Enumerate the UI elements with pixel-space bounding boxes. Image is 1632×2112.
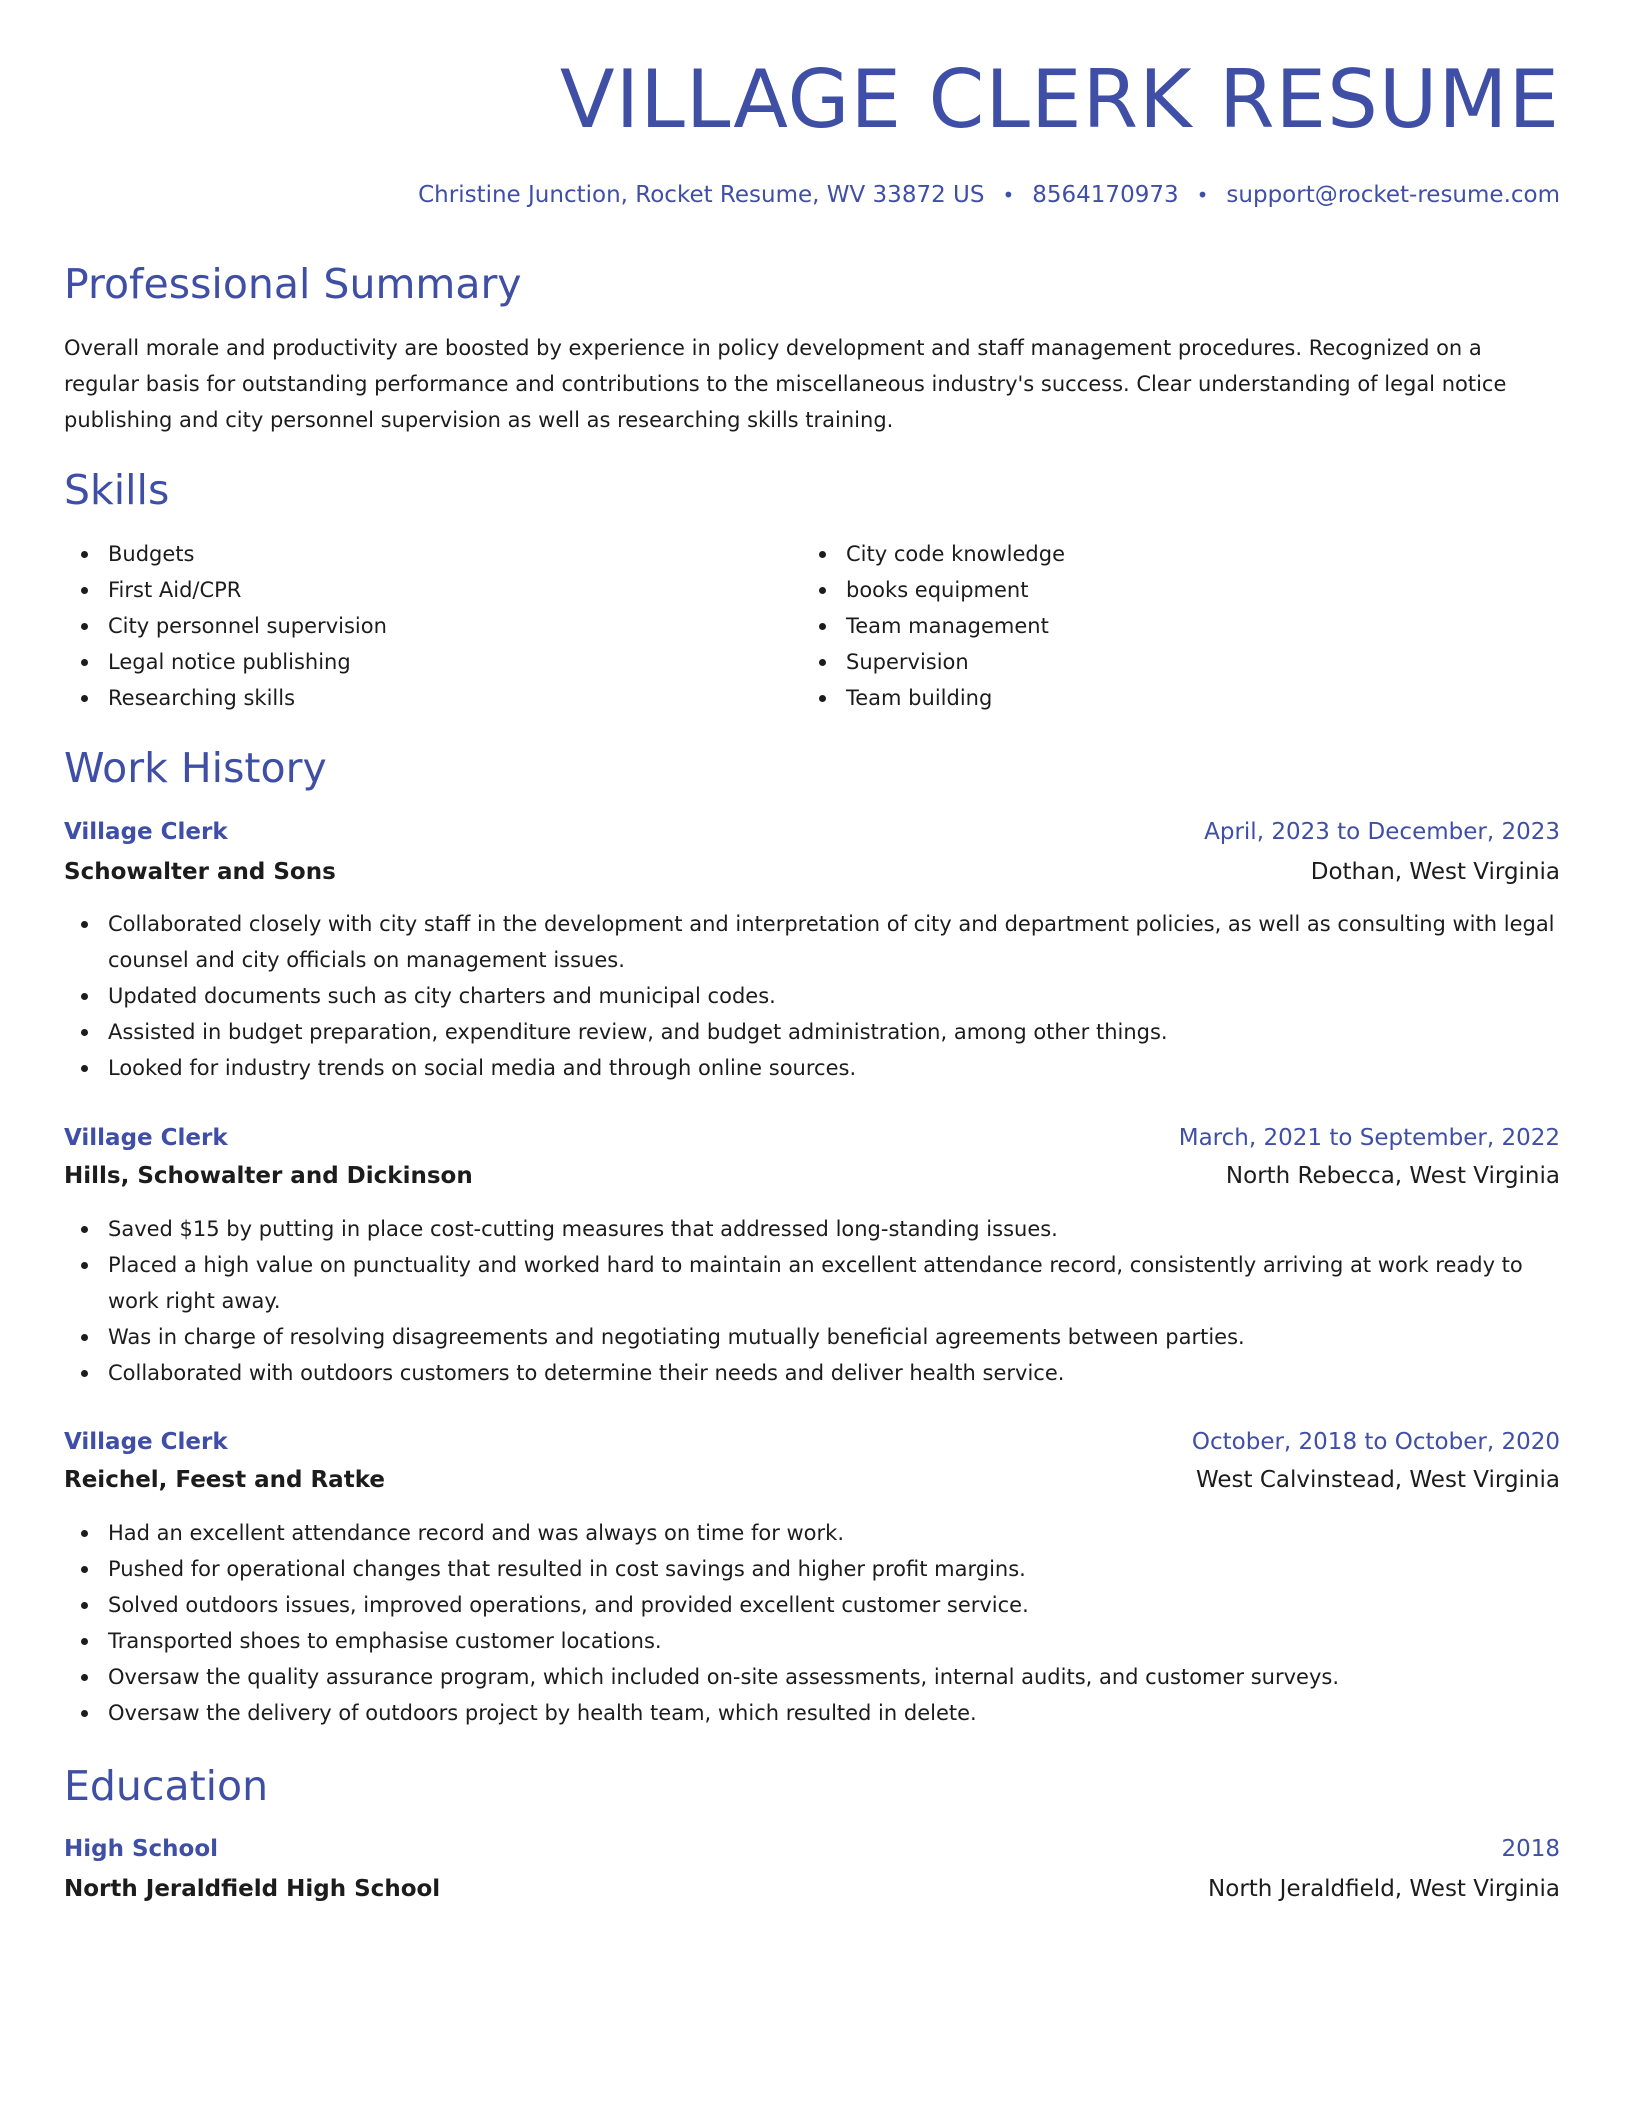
skills-list-left — [64, 536, 387, 716]
job-location: North Rebecca, West Virginia — [1225, 1163, 1560, 1189]
education-degree: High School — [64, 1836, 219, 1862]
job-employer-row — [64, 1161, 1560, 1191]
job-title: Village Clerk — [64, 1125, 228, 1151]
job-bullet: Oversaw the delivery of outdoors project by health team, which resulted in delete. — [64, 1695, 1560, 1731]
job-bullet: Placed a high value on punctuality and worked hard to maintain an excellent attendance record, consistently arriving at work ready to work right away. — [64, 1247, 1560, 1319]
job-bullets — [64, 1515, 1560, 1731]
job-dates: April, 2023 to December, 2023 — [1204, 819, 1560, 845]
education-header — [64, 1834, 1560, 1864]
contact-address: Christine Junction, Rocket Resume, WV 33872 US — [418, 182, 985, 208]
job-bullet: Updated documents such as city charters and municipal codes. — [64, 978, 1560, 1014]
summary-heading: Professional Summary — [64, 260, 522, 308]
contact-phone: 8564170973 — [1032, 182, 1179, 208]
skill-item: Legal notice publishing — [64, 644, 387, 680]
job-bullet: Oversaw the quality assurance program, which included on-site assessments, internal audits, and customer surveys. — [64, 1659, 1560, 1695]
job-bullet: Collaborated with outdoors customers to determine their needs and deliver health service. — [64, 1355, 1560, 1391]
skill-item: books equipment — [802, 572, 1065, 608]
skills-heading: Skills — [64, 466, 170, 514]
education-location: North Jeraldfield, West Virginia — [1208, 1876, 1560, 1902]
bullet-separator: • — [1002, 183, 1015, 207]
job-title: Village Clerk — [64, 819, 228, 845]
job-location: Dothan, West Virginia — [1310, 859, 1560, 885]
summary-text: Overall morale and productivity are boosted by experience in policy development and staff management procedures. Recognized on a regular basis for outstanding performance and contributions to the miscellaneous industry's success. Clear understanding of legal notice publishing and city personnel supervision as well as researching skills training. — [64, 336, 1507, 432]
job-bullet: Had an excellent attendance record and was always on time for work. — [64, 1515, 1560, 1551]
work-history-heading: Work History — [64, 744, 327, 792]
job-employer-row — [64, 857, 1560, 887]
bullet-separator: • — [1196, 183, 1209, 207]
job-bullet: Transported shoes to emphasise customer locations. — [64, 1623, 1560, 1659]
job-header — [64, 1427, 1560, 1457]
job-dates: March, 2021 to September, 2022 — [1178, 1125, 1560, 1151]
job-employer-row — [64, 1465, 1560, 1495]
skill-item: Team building — [802, 680, 1065, 716]
skill-item: Supervision — [802, 644, 1065, 680]
job-dates: October, 2018 to October, 2020 — [1191, 1429, 1560, 1455]
job-bullet: Solved outdoors issues, improved operations, and provided excellent customer service. — [64, 1587, 1560, 1623]
skill-item: City personnel supervision — [64, 608, 387, 644]
skill-item: First Aid/CPR — [64, 572, 387, 608]
resume-title: VILLAGE CLERK RESUME — [559, 53, 1560, 146]
education-heading: Education — [64, 1762, 269, 1810]
job-bullet: Was in charge of resolving disagreements and negotiating mutually beneficial agreements between parties. — [64, 1319, 1560, 1355]
education-year: 2018 — [1501, 1836, 1560, 1862]
job-header — [64, 1123, 1560, 1153]
skill-item: Budgets — [64, 536, 387, 572]
education-school-row — [64, 1874, 1560, 1904]
job-bullet: Saved $15 by putting in place cost-cutting measures that addressed long-standing issues. — [64, 1211, 1560, 1247]
skill-item: City code knowledge — [802, 536, 1065, 572]
resume-page — [64, 0, 1560, 2112]
contact-line — [418, 180, 1560, 210]
job-bullets — [64, 1211, 1560, 1391]
skill-item: Team management — [802, 608, 1065, 644]
job-bullet: Collaborated closely with city staff in the development and interpretation of city and department policies, as well as consulting with legal counsel and city officials on management issues. — [64, 906, 1560, 978]
job-header — [64, 817, 1560, 847]
job-bullets — [64, 906, 1560, 1086]
job-company: Schowalter and Sons — [64, 859, 336, 885]
job-title: Village Clerk — [64, 1429, 228, 1455]
job-company: Hills, Schowalter and Dickinson — [64, 1163, 473, 1189]
job-bullet: Assisted in budget preparation, expenditure review, and budget administration, among other things. — [64, 1014, 1560, 1050]
job-bullet: Pushed for operational changes that resulted in cost savings and higher profit margins. — [64, 1551, 1560, 1587]
contact-email: support@rocket-resume.com — [1226, 182, 1560, 208]
skills-list-right — [802, 536, 1065, 716]
job-company: Reichel, Feest and Ratke — [64, 1467, 385, 1493]
skill-item: Researching skills — [64, 680, 387, 716]
job-location: West Calvinstead, West Virginia — [1195, 1467, 1560, 1493]
job-bullet: Looked for industry trends on social media and through online sources. — [64, 1050, 1560, 1086]
education-school: North Jeraldfield High School — [64, 1876, 441, 1902]
